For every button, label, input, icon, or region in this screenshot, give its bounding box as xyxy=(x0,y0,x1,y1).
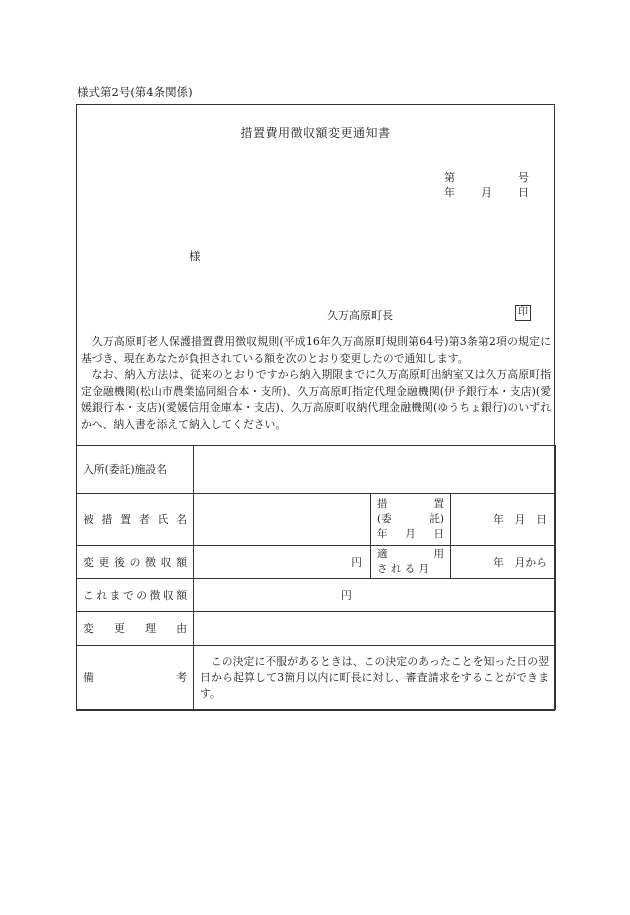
prev-amount-value: 円 xyxy=(194,579,556,612)
month-label: 月 xyxy=(481,186,492,199)
new-amount-label: 変 更 後 の 徴 収 額 xyxy=(77,546,194,579)
applied-month-label: 適 用 さ れ る 月 xyxy=(371,546,451,579)
remarks-text: この決定に不服があるときは、この決定のあったことを知った日の翌日から起算して3箇月以内に町長に対し、審査請求をすることができます。 xyxy=(194,646,556,710)
table-row xyxy=(77,446,556,494)
measure-date-value: 年 月 日 xyxy=(451,494,556,546)
applied-month-value: 年 月から xyxy=(451,546,556,579)
person-value xyxy=(194,494,371,546)
person-label: 被 措 置 者 氏 名 xyxy=(77,494,194,546)
table-row xyxy=(77,494,556,546)
reason-value xyxy=(194,612,556,646)
reason-label: 変 更 理 由 xyxy=(77,612,194,646)
notice-frame xyxy=(76,104,555,711)
facility-label: 入所(委託)施設名 xyxy=(77,446,194,494)
facility-value xyxy=(194,446,556,494)
notice-body xyxy=(81,334,551,433)
table-row xyxy=(77,579,556,612)
table-row xyxy=(77,612,556,646)
document-title: 措置費用徴収額変更通知書 xyxy=(240,126,391,140)
seal-mark: 印 xyxy=(515,305,531,321)
dai-label: 第 xyxy=(444,171,455,184)
notice-table xyxy=(76,445,556,710)
table-row xyxy=(77,546,556,579)
body-paragraph-1: 久万高原町老人保護措置費用徴収規則(平成16年久万高原町規則第64号)第3条第2項の規定に基づき、現在あなたが負担されている額を次のとおり変更したので通知します。 xyxy=(81,335,551,365)
mayor-name: 久万高原町長 xyxy=(327,309,393,322)
new-amount-value: 円 xyxy=(194,546,371,579)
document-number-block xyxy=(444,169,529,199)
table-row xyxy=(77,646,556,710)
form-number-label: 様式第2号(第4条関係) xyxy=(77,85,193,99)
addressee-suffix: 様 xyxy=(189,249,201,263)
go-label: 号 xyxy=(518,171,529,184)
body-paragraph-2: なお、納入方法は、従来のとおりですから納入期限までに久万高原町出納室又は久万高原町指定金融機関(松山市農業協同組合本・支所)、久万高原町指定代理金融機関(伊予銀行本・支店)(愛媛銀行本・支店)(愛媛信用金庫本・支店)、久万高原町収納代理金融機関(ゆうちょ銀行)のいずれかへ、納入書を添えて納入してください。 xyxy=(81,368,551,431)
day-label: 日 xyxy=(518,186,529,199)
remarks-label: 備 考 xyxy=(77,646,194,710)
prev-amount-label: こ れ ま で の 徴 収 額 xyxy=(77,579,194,612)
year-label: 年 xyxy=(444,186,455,199)
measure-date-label: 措 置 (委 託) 年 月 日 xyxy=(371,494,451,546)
